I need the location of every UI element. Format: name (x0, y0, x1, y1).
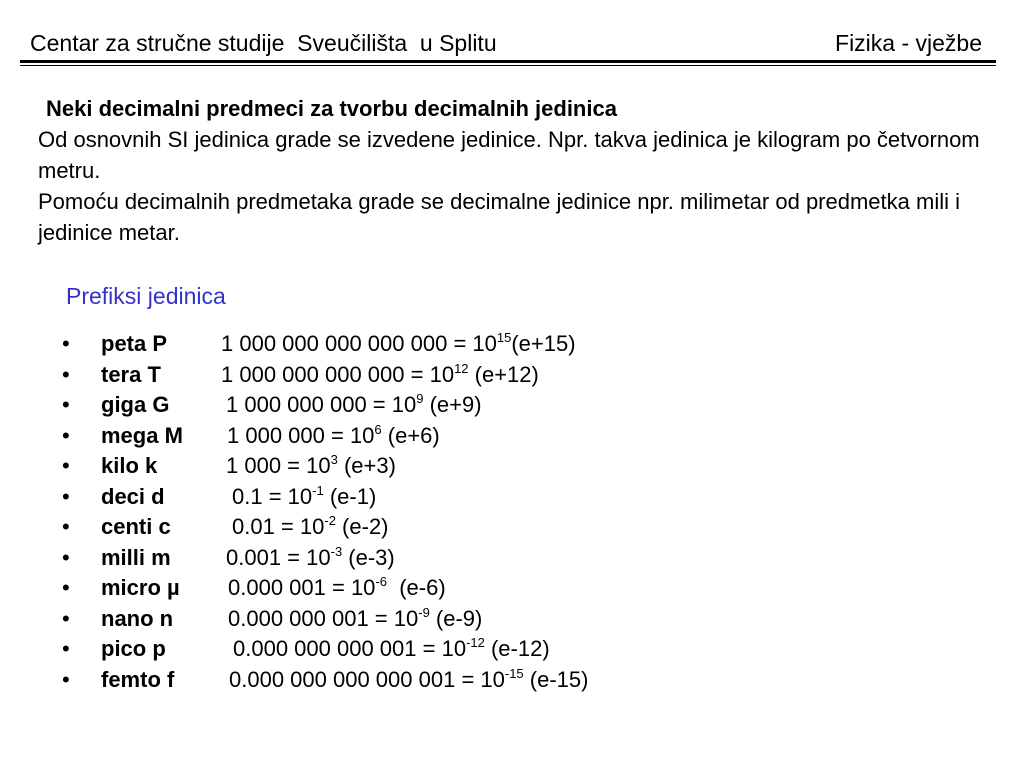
bullet: • (62, 331, 70, 356)
intro-text (38, 93, 998, 248)
prefix-list (62, 329, 589, 695)
list-item (62, 604, 483, 635)
list-item (62, 451, 396, 482)
prefix-name: milli m (101, 544, 171, 570)
list-item (62, 665, 589, 696)
prefix-name: pico p (101, 636, 166, 661)
bullet: • (62, 422, 70, 448)
prefix-name: micro µ (101, 575, 180, 600)
prefix-name: giga G (101, 392, 170, 417)
header-divider-thick (20, 60, 996, 63)
header-institution: Centar za stručne studije Sveučilišta u Splitu (30, 30, 497, 56)
header-course: Fizika - vježbe (835, 30, 982, 56)
prefix-value: 1 000 $000 = 10^6$ (e+6) (227, 421, 440, 448)
bullet: • (62, 575, 70, 600)
prefix-name: deci d (101, 483, 165, 509)
list-item (62, 543, 395, 574)
prefix-value: 1 000 000 000 000 $000 = 10^{15}(e+15)$ (221, 330, 576, 356)
bullet: • (62, 605, 70, 631)
list-item (62, 573, 446, 604)
bullet: • (62, 636, 70, 661)
header-divider-thin (20, 65, 996, 66)
bullet: • (62, 392, 70, 417)
list-item (62, 482, 377, 513)
bullet: • (62, 453, 70, 478)
prefix-name: peta P (101, 331, 168, 356)
bullet: • (62, 361, 70, 387)
prefix-value: 1 $000 = 10^3$ (e+3) (226, 452, 396, 478)
list-item (62, 634, 550, 665)
prefix-name: kilo k (101, 453, 158, 478)
prefix-name: tera T (101, 361, 161, 387)
list-item (62, 512, 389, 543)
prefix-value: $0.001 = 10^{-3}$ (e-3) (226, 543, 395, 570)
prefix-name: centi c (101, 514, 171, 539)
list-item (62, 421, 440, 452)
intro-paragraph-1: Od osnovnih SI jedinica grade se izvedene jedinice. Npr. takva jedinica je kilogram po četvornom metru. (38, 127, 980, 183)
prefix-value: $0.1 = 10^{-1}$ (e-1) (232, 482, 377, 509)
prefix-value: 0.000 000 000 $001 = 10^{-12}$ (e-12) (233, 635, 550, 661)
prefix-value: 0.000 000 000 000 $001 = 10^{-15}$ (e-15) (229, 665, 589, 692)
bullet: • (62, 514, 70, 539)
list-item (62, 329, 576, 360)
prefix-name: mega M (101, 422, 183, 448)
intro-heading: Neki decimalni predmeci za tvorbu decimalnih jedinica (46, 96, 617, 121)
prefix-value: $0.01 = 10^{-2}$ (e-2) (232, 513, 389, 539)
list-item (62, 390, 482, 421)
prefix-value: 1 000 000 $000 = 10^9$ (e+9) (226, 391, 482, 417)
prefix-name: femto f (101, 666, 175, 692)
list-item (62, 360, 539, 391)
prefix-value: 0.000 $001 = 10^{-6}$ (e-6) (228, 574, 446, 600)
prefix-name: nano n (101, 605, 174, 631)
bullet: • (62, 544, 70, 570)
prefix-value: 1 000 000 000 $000 = 10^{12}$ (e+12) (221, 360, 539, 387)
bullet: • (62, 483, 70, 509)
prefix-value: 0.000 000 $001 = 10^{-9}$ (e-9) (228, 604, 483, 631)
bullet: • (62, 666, 70, 692)
section-title-link[interactable]: Prefiksi jedinica (66, 283, 226, 309)
intro-paragraph-2: Pomoću decimalnih predmetaka grade se decimalne jedinice npr. milimetar od predmetka mili i jedinice metar. (38, 189, 960, 245)
